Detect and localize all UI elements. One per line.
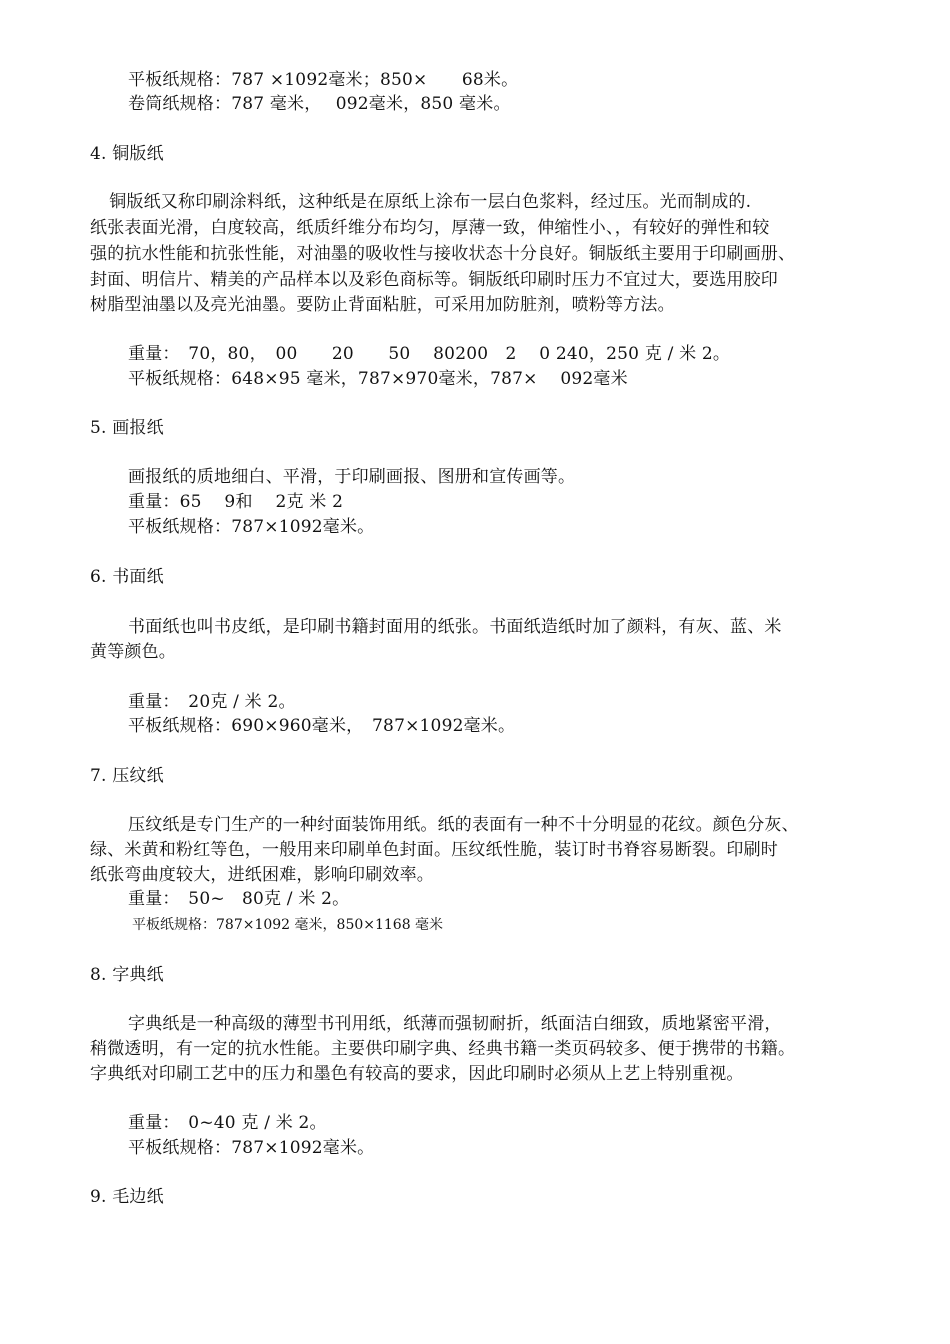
weight-line: 重量： 50~ 80克 / 米 2。 <box>128 889 350 909</box>
weight-line: 重量： 70，80， 00 20 50 80200 2 0 240，250 克 / 米 2。 <box>128 344 731 364</box>
weight-line: 重量：65 9和 2克 米 2 <box>128 492 344 512</box>
section-heading: 6. 书面纸 <box>90 567 164 587</box>
sheet-spec-line: 平板纸规格：690×960毫米， 787×1092毫米。 <box>128 716 516 736</box>
paragraph-line: 封面、明信片、精美的产品样本以及彩色商标等。铜版纸印刷时压力不宜过大，要选用胶印 <box>90 270 778 290</box>
section-heading: 4. 铜版纸 <box>90 144 164 164</box>
paragraph-line: 纸张弯曲度较大，进纸困难，影响印刷效率。 <box>90 865 434 885</box>
sheet-spec-line: 平板纸规格：787 ×1092毫米；850× 68米。 <box>128 70 519 90</box>
paragraph-line: 压纹纸是专门生产的一种纣面装饰用纸。纸的表面有一种不十分明显的花纹。颜色分灰、 <box>128 815 799 835</box>
sheet-spec-line: 平板纸规格：787×1092毫米。 <box>128 1138 375 1158</box>
paragraph-line: 稍微透明，有一定的抗水性能。主要供印刷字典、经典书籍一类页码较多、便于携带的书籍。 <box>90 1039 796 1059</box>
section-heading: 5. 画报纸 <box>90 418 164 438</box>
sheet-spec-line: 平板纸规格：648×95 毫米，787×970毫米，787× 092毫米 <box>128 369 628 389</box>
paragraph-line: 字典纸是一种高级的薄型书刊用纸，纸薄而强韧耐折，纸面洁白细致，质地紧密平滑， <box>128 1014 782 1034</box>
paragraph-line: 字典纸对印刷工艺中的压力和墨色有较高的要求，因此印刷时必须从上艺上特别重视。 <box>90 1064 744 1084</box>
paragraph-line: 树脂型油墨以及亮光油墨。要防止背面粘脏，可采用加防脏剂，喷粉等方法。 <box>90 295 675 315</box>
paragraph-line: 强的抗水性能和抗张性能，对油墨的吸收性与接收状态十分良好。铜版纸主要用于印刷画册、 <box>90 244 796 264</box>
paragraph-line: 铜版纸又称印刷涂料纸，这种纸是在原纸上涂布一层白色浆料，经过压。光而制成的. <box>92 192 752 212</box>
weight-line: 重量： 20克 / 米 2。 <box>128 692 296 712</box>
section-heading: 8. 字典纸 <box>90 965 164 985</box>
section-heading: 7. 压纹纸 <box>90 766 164 786</box>
paragraph-line: 画报纸的质地细白、平滑，于印刷画报、图册和宣传画等。 <box>128 467 576 487</box>
roll-spec-line: 卷筒纸规格：787 毫米， 092毫米，850 毫米。 <box>128 94 511 114</box>
weight-line: 重量： 0~40 克 / 米 2。 <box>128 1113 327 1133</box>
paragraph-line: 黄等颜色。 <box>90 642 176 662</box>
sheet-spec-line: 平板纸规格：787×1092毫米。 <box>128 517 375 537</box>
paragraph-line: 书面纸也叫书皮纸，是印刷书籍封面用的纸张。书面纸造纸时加了颜料，有灰、蓝、米 <box>128 617 782 637</box>
paragraph-line: 绿、米黄和粉红等色，一般用来印刷单色封面。压纹纸性脆，装订时书脊容易断裂。印刷时 <box>90 840 778 860</box>
section-heading: 9. 毛边纸 <box>90 1187 164 1207</box>
paragraph-line: 纸张表面光滑，白度较高，纸质纤维分布均匀，厚薄一致，伸缩性小、，有较好的弹性和较 <box>90 218 770 238</box>
sheet-spec-line: 平板纸规格：787×1092 毫米，850×1168 毫米 <box>132 917 444 933</box>
